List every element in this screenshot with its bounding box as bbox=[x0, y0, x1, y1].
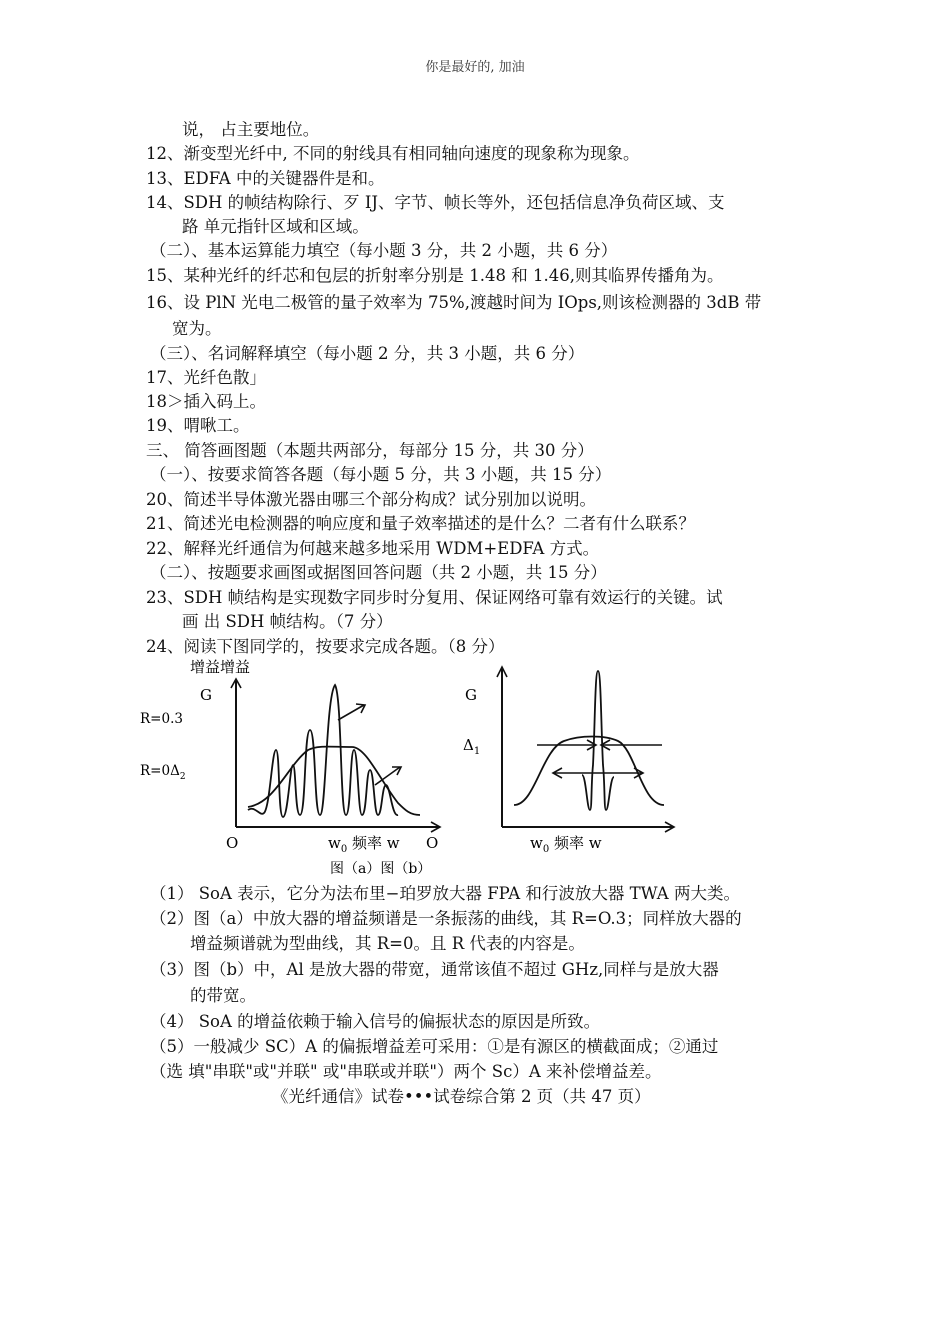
question-20: 20、简述半导体激光器由哪三个部分构成？试分别加以说明。 bbox=[146, 490, 596, 509]
answer-4: （4） SoA 的增益依赖于输入信号的偏振状态的原因是所致。 bbox=[150, 1012, 601, 1031]
origin-label-a: O bbox=[226, 834, 239, 852]
freq-axis-label-b: $w_0$ 频率 w bbox=[530, 834, 602, 855]
oscillating-gain-curve-a bbox=[248, 685, 398, 817]
pointer-arrow-upper bbox=[338, 705, 364, 720]
part-3-sub-2: （二）、按题要求画图或据图回答问题（共 2 小题，共 15 分） bbox=[150, 563, 607, 582]
origin-label-b: O bbox=[426, 834, 439, 852]
question-13: 13、EDFA 中的关键器件是和。 bbox=[146, 169, 385, 188]
question-18: 18＞插入码上。 bbox=[146, 392, 266, 411]
question-14: 14、SDH 的帧结构除行、歹 IJ、字节、帧长等外，还包括信息净负荷区域、支 bbox=[146, 193, 725, 212]
figure-a bbox=[140, 658, 440, 855]
page-footer: 《光纤通信》试卷•••试卷综合第 2 页（共 47 页） bbox=[272, 1087, 651, 1106]
part-3-heading: 三、 简答画图题（本题共两部分，每部分 15 分，共 30 分） bbox=[146, 441, 594, 460]
answer-2-cont: 增益频谱就为型曲线，其 R=0。且 R 代表的内容是。 bbox=[190, 934, 585, 953]
gain-spectrum-figure bbox=[130, 655, 690, 880]
figure-caption: 图（a）图（b） bbox=[330, 861, 432, 877]
answer-2: （2）图（a）中放大器的增益频谱是一条振荡的曲线，其 R=O.3；同样放大器的 bbox=[150, 909, 742, 928]
part-3-sub-1: （一）、按要求简答各题（每小题 5 分，共 3 小题，共 15 分） bbox=[150, 465, 612, 484]
question-21: 21、简述光电检测器的响应度和量子效率描述的是什么？二者有什么联系？ bbox=[146, 514, 695, 533]
figure-b bbox=[463, 667, 674, 855]
section-2-heading: （二）、基本运算能力填空（每小题 3 分，共 2 小题，共 6 分） bbox=[150, 241, 618, 260]
answer-5-cont: （选 填"串联"或"并联" 或"串联或并联"）两个 Sc）A 来补偿增益差。 bbox=[150, 1062, 662, 1081]
answer-3-cont: 的带宽。 bbox=[190, 986, 256, 1005]
question-22: 22、解释光纤通信为何越来越多地采用 WDM+EDFA 方式。 bbox=[146, 539, 600, 558]
question-12: 12、渐变型光纤中, 不同的射线具有相同轴向速度的现象称为现象。 bbox=[146, 144, 640, 163]
page-header: 你是最好的, 加油 bbox=[425, 60, 525, 75]
question-19: 19、喟啾工。 bbox=[146, 416, 250, 435]
delta-1-label: $\Delta_1$ bbox=[463, 736, 481, 757]
g-label-b: G bbox=[465, 686, 477, 704]
section-3-heading: （三）、名词解释填空（每小题 2 分，共 3 小题，共 6 分） bbox=[150, 344, 585, 363]
question-16: 16、设 PlN 光电二极管的量子效率为 75%,渡越时间为 IOps,则该检测器的 3dB 带 bbox=[146, 293, 762, 312]
question-23: 23、SDH 帧结构是实现数字同步时分复用、保证网络可靠有效运行的关键。试 bbox=[146, 588, 723, 607]
question-23-cont: 画 出 SDH 帧结构。（7 分） bbox=[182, 612, 393, 631]
question-17: 17、光纤色散」 bbox=[146, 368, 266, 387]
continued-line: 说， 占主要地位。 bbox=[182, 120, 320, 139]
answer-3: （3）图（b）中，Al 是放大器的带宽，通常该值不超过 GHz,同样与是放大器 bbox=[150, 960, 719, 979]
question-16-cont: 宽为。 bbox=[172, 319, 222, 338]
answer-5: （5）一般减少 SC）A 的偏振增益差可采用：①是有源区的横截面成；②通过 bbox=[150, 1037, 719, 1056]
question-14-cont: 路 单元指针区域和区域。 bbox=[182, 217, 369, 236]
flat-top-gain-curve-b bbox=[514, 737, 664, 806]
r-0-3-label: R=0.3 bbox=[140, 711, 183, 727]
answer-1: （1） SoA 表示，它分为法布里−珀罗放大器 FPA 和行波放大器 TWA 两大类。 bbox=[150, 884, 740, 903]
gain-label-top: 增益增益 bbox=[190, 658, 251, 676]
g-label-a: G bbox=[200, 686, 212, 704]
question-24: 24、阅读下图同学的，按要求完成各题。（8 分） bbox=[146, 637, 505, 656]
freq-axis-label-a: $w_0$ 频率 w bbox=[328, 834, 400, 855]
r-0-label: $R=0\Delta_2$ bbox=[140, 763, 186, 782]
question-15: 15、某种光纤的纤芯和包层的折射率分别是 1.48 和 1.46,则其临界传播角为。 bbox=[146, 266, 724, 285]
